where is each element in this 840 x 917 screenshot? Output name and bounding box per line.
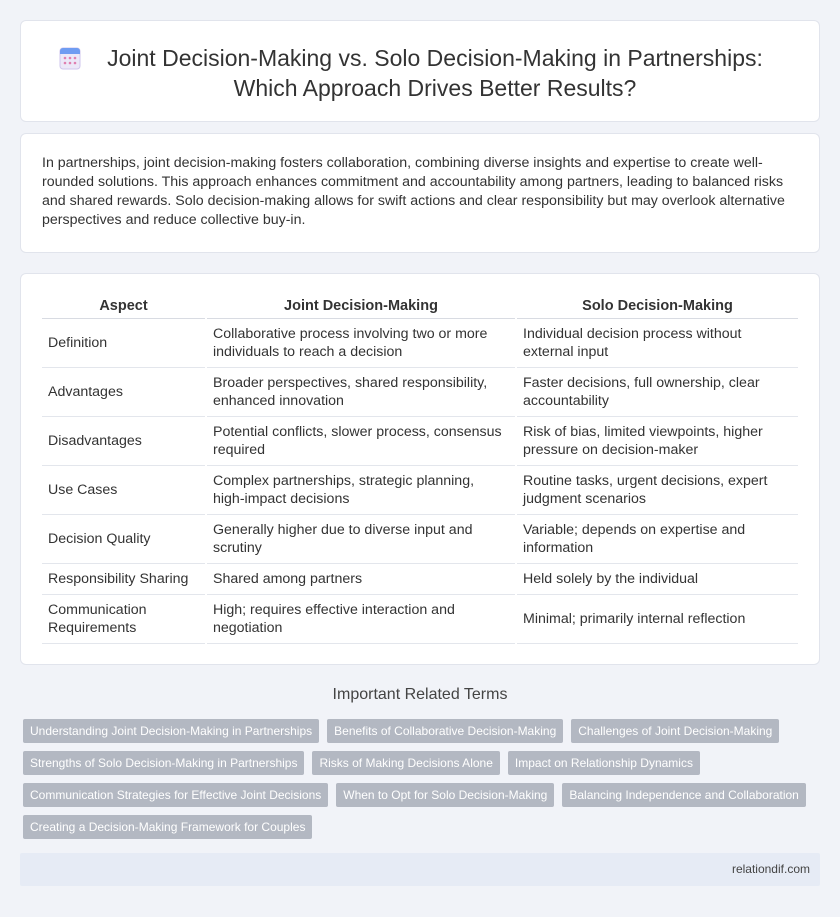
related-term-tag[interactable]: Communication Strategies for Effective Joint Decisions — [23, 783, 328, 807]
table-header-joint: Joint Decision-Making — [206, 296, 516, 318]
related-terms-heading: Important Related Terms — [332, 686, 508, 703]
table-row — [42, 514, 798, 563]
intro-card — [20, 133, 820, 253]
tag-row — [23, 815, 823, 839]
table-cell-joint: Generally higher due to diverse input and scrutiny — [206, 514, 516, 563]
related-term-tag[interactable]: Strengths of Solo Decision-Making in Partnerships — [23, 751, 304, 775]
page-title: Joint Decision-Making vs. Solo Decision-Making in Partnerships: Which Approach Drives Better Results? — [107, 45, 763, 101]
table-cell-solo: Faster decisions, full ownership, clear accountability — [516, 367, 798, 416]
table-row — [42, 416, 798, 465]
table-header-aspect: Aspect — [42, 296, 206, 318]
related-term-tag[interactable]: Balancing Independence and Collaboration — [562, 783, 806, 807]
table-cell-aspect: Use Cases — [42, 465, 206, 514]
table-cell-solo: Individual decision process without external input — [516, 318, 798, 367]
table-cell-joint: Collaborative process involving two or more individuals to reach a decision — [206, 318, 516, 367]
table-cell-solo: Risk of bias, limited viewpoints, higher pressure on decision-maker — [516, 416, 798, 465]
related-term-tag[interactable]: Challenges of Joint Decision-Making — [571, 719, 779, 743]
intro-paragraph: In partnerships, joint decision-making fosters collaboration, combining diverse insights and expertise to create well-rounded solutions. This approach enhances commitment and accountability among partners, leading to balanced risks and shared rewards. Solo decision-making allows for swift actions and clear responsibility but may overlook alternative perspectives and reduce collective buy-in. — [42, 155, 785, 228]
tag-row — [23, 751, 823, 775]
table-cell-joint: Broader perspectives, shared responsibility, enhanced innovation — [206, 367, 516, 416]
table-cell-joint: High; requires effective interaction and negotiation — [206, 594, 516, 643]
related-term-tag[interactable]: Creating a Decision-Making Framework for Couples — [23, 815, 312, 839]
tag-row — [23, 719, 823, 743]
table-row — [42, 367, 798, 416]
table-cell-joint: Complex partnerships, strategic planning, high-impact decisions — [206, 465, 516, 514]
table-cell-solo: Variable; depends on expertise and information — [516, 514, 798, 563]
related-term-tag[interactable]: Impact on Relationship Dynamics — [508, 751, 700, 775]
table-cell-aspect: Advantages — [42, 367, 206, 416]
related-term-tag[interactable]: Benefits of Collaborative Decision-Making — [327, 719, 563, 743]
related-term-tag[interactable]: When to Opt for Solo Decision-Making — [336, 783, 554, 807]
table-header-solo: Solo Decision-Making — [516, 296, 798, 318]
footer-site-link[interactable]: relationdif.com — [731, 862, 810, 876]
footer — [20, 853, 820, 886]
table-row — [42, 594, 798, 643]
table-cell-aspect: Definition — [42, 318, 206, 367]
table-cell-aspect: Responsibility Sharing — [42, 563, 206, 594]
comparison-table-card — [20, 273, 820, 665]
table-row — [42, 318, 798, 367]
table-cell-joint: Shared among partners — [206, 563, 516, 594]
table-cell-joint: Potential conflicts, slower process, consensus required — [206, 416, 516, 465]
comparison-table — [42, 296, 798, 644]
table-cell-aspect: Decision Quality — [42, 514, 206, 563]
table-row — [42, 465, 798, 514]
tag-row — [23, 783, 823, 807]
table-cell-solo: Held solely by the individual — [516, 563, 798, 594]
table-cell-aspect: Communication Requirements — [42, 594, 206, 643]
table-cell-aspect: Disadvantages — [42, 416, 206, 465]
table-row — [42, 563, 798, 594]
related-term-tag[interactable]: Risks of Making Decisions Alone — [312, 751, 499, 775]
table-cell-solo: Routine tasks, urgent decisions, expert judgment scenarios — [516, 465, 798, 514]
title-card — [20, 20, 820, 122]
table-header-row — [42, 296, 798, 318]
table-cell-solo: Minimal; primarily internal reflection — [516, 594, 798, 643]
related-term-tag[interactable]: Understanding Joint Decision-Making in Partnerships — [23, 719, 319, 743]
related-terms-list — [23, 719, 823, 847]
